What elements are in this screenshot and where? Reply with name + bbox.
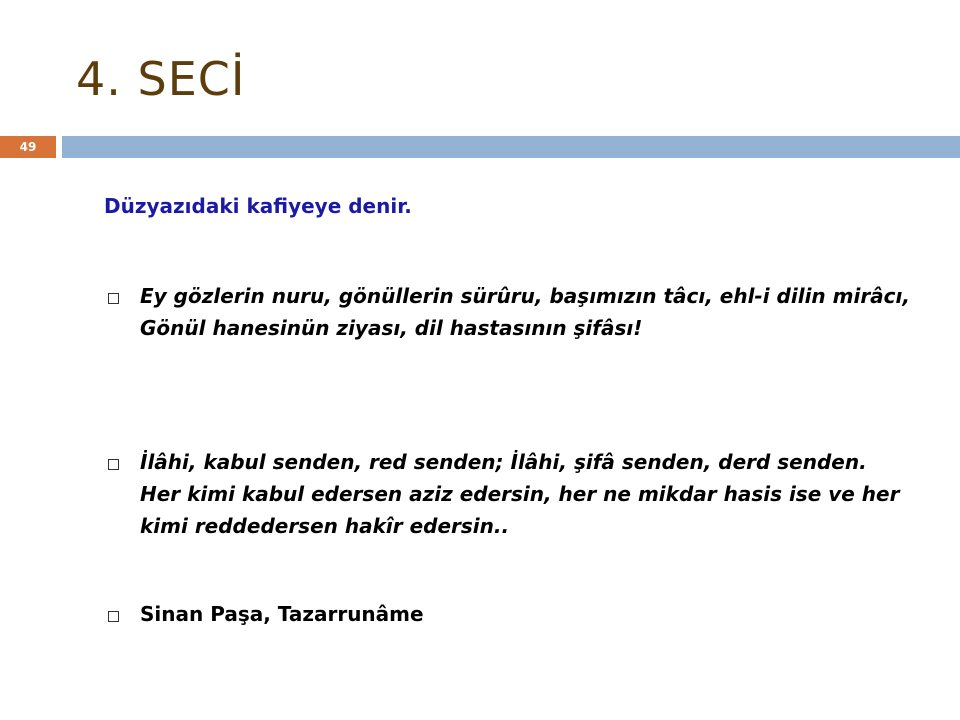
slide-number: 49: [0, 136, 56, 158]
example-text-2: İlâhi, kabul senden, red senden; İlâhi, şifâ senden, derd senden. Her kimi kabul edersen aziz edersin, her ne mikdar hasis ise ve her kimi reddedersen hakîr edersin..: [140, 450, 900, 538]
slide-title: 4. SECİ: [76, 52, 246, 106]
bullet-square-icon: [108, 293, 119, 304]
header-bar: [62, 136, 960, 158]
bullet-square-icon: [108, 459, 119, 470]
source-text: Sinan Paşa, Tazarrunâme: [140, 602, 424, 626]
example-text-1: Ey gözlerin nuru, gönüllerin sürûru, başımızın tâcı, ehl-i dilin mirâcı, Gönül hanesinün ziyası, dil hastasının şifâsı!: [140, 284, 910, 340]
bullet-square-icon: [108, 611, 119, 622]
definition-text: Düzyazıdaki kafiyeye denir.: [104, 194, 412, 218]
